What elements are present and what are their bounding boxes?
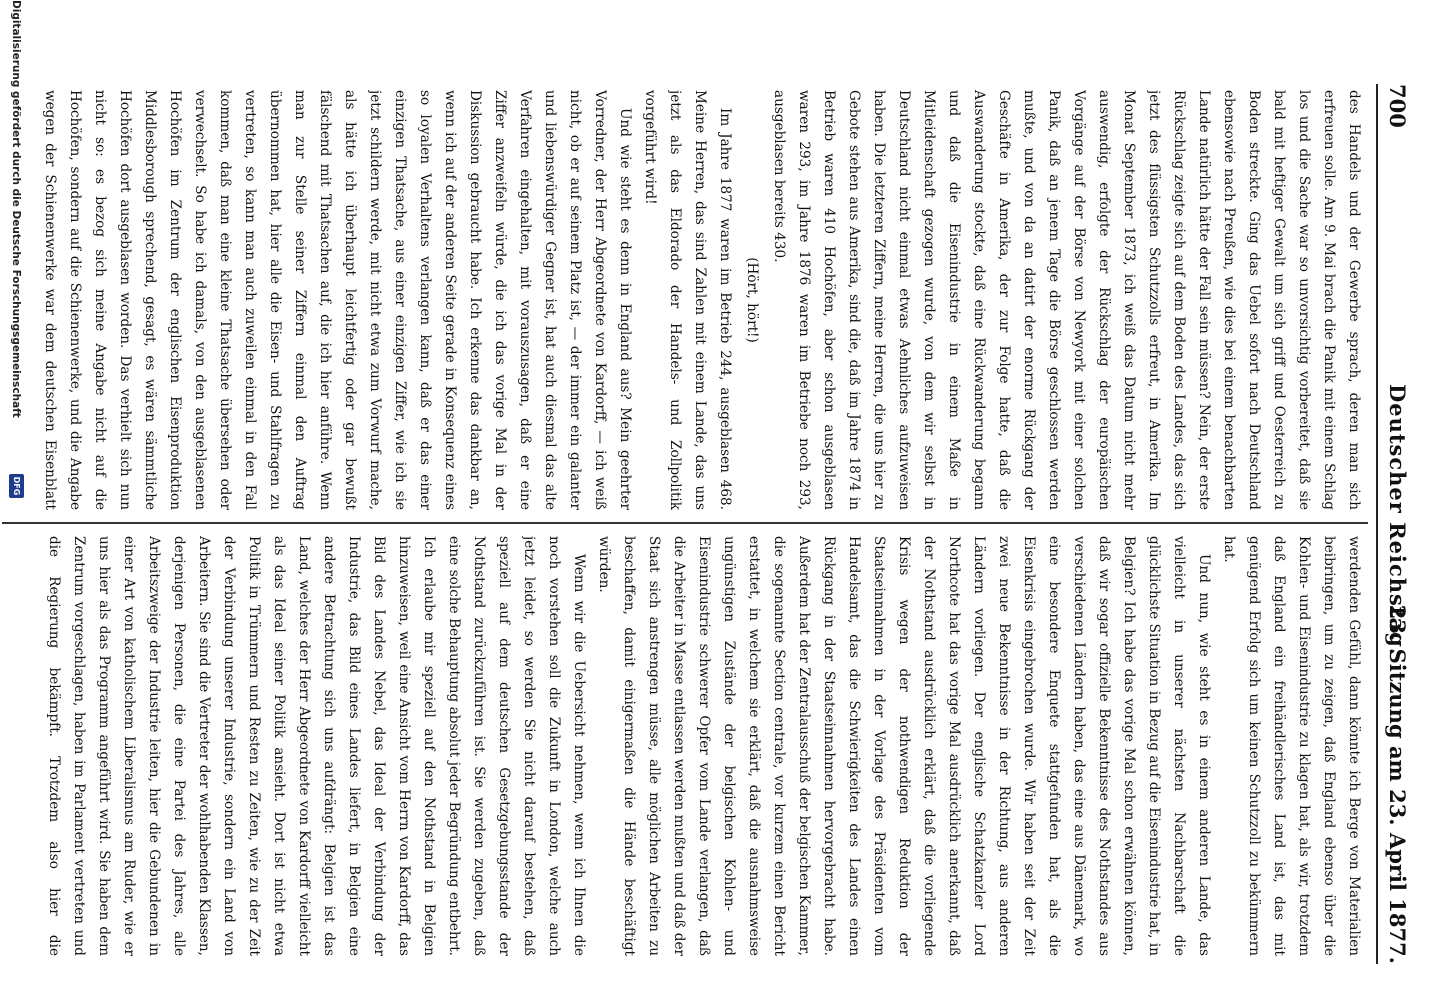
paragraph: Wenn wir die Uebersicht nehmen, wenn ich Ihnen die noch vorstehen soll die Zukunft in London, welche auch jetzt leidet, so werden Sie nicht darauf bestehen, daß speziell auf dem deutschen Gesetzgebungsstande der Nothstand zurückzuführen ist. Sie werden zugeben, daß eine solche Behauptung absolut jeder Begründung entbehrt. Ich erlaube mir speziell auf den Nothstand in Belgien hinzuweisen, weil eine Ansicht vom Herrn von Kardorff, das Bild des Landes Nebel, das Ideal der Verbindung der Industrie, das Bild eines Landes liefert, in Belgien eine andere Betrachtung sich uns aufdrängt: Belgien ist das Land, welches der Herr Abgeordnete von Kardorff vielleicht als das Ideal seiner Politik ansieht. Dort ist nicht etwa Politik in Trümmern und Resten zu Zeiten, wie zu der Zeit der Verbindung unserer Industrie, sondern ein Land von Arbeitern. Sie sind die Vertreter der wohlhabenden Klassen, derjenigen Personen, die eine Partei des Jahres, alle Arbeitszweige der Industrie leiten, hier die Gebundenen in einer Art von katholischem Liberalismus am Ruder, wie er uns hier als das Programm angeführt wird. Sie haben dem Zentrum vorgeschlagen, haben im Parlament vertreten und die Regierung bekämpft. Trotzdem also hier die: [46, 536, 587, 956]
dfg-logo: DFG: [9, 474, 24, 498]
page-number: 700: [1385, 84, 1410, 128]
session-line: 23. Sitzung am 23. April 1877.: [1385, 604, 1410, 964]
paragraph: des Handels und der Gewerbe sprach, deren man sich erfreuen solle. Am 9. Mai brach die Panik mit einem Schlag los und die Sache war so unvorsichtig vorbereitet, daß sie bald mit heftiger Gewalt um sich griff und Oesterreich zu Boden streckte. Ging das Uebel sofort nach Deutschland ebensowie nach Preußen, wie dies bei einem benachbarten Lande natürlich hätte der Fall sein müssen? Nein, der erste Rückschlag zeigte sich auf dem Boden des Landes, das sich jetzt des flüssigsten Schutzzolls erfreut, in Amerika. Im Monat September 1873, ich weiß das Datum nicht mehr auswendig, erfolgte der Rückschlag der europäischen Vorgänge auf der Börse von Newyork mit einer solchen Panik, daß an jenem Tage die Börse geschlossen werden mußte, und von da an datirt der enorme Rückgang der Geschäfte in Amerika, der zur Folge hatte, daß die Auswanderung stockte, daß eine Rückwanderung begann und daß die Eisenindustrie in einem Maße in Mitleidenschaft gezogen wurde, von dem wir selbst in Deutschland nicht einmal etwas Aehnliches aufzuweisen haben. Die letzteren Ziffern, meine Herren, die uns hier zu Gebote stehen aus Amerika, sind die, daß im Jahre 1874 in Betrieb waren 410 Hochöfen, aber schon ausgeblasen waren 293, im Jahre 1876 waren im Betriebe noch 293, ausgeblasen bereits 430.: [771, 90, 1362, 510]
page-title: Deutscher Reichstag.: [1385, 384, 1410, 657]
paragraph: Im Jahre 1877 waren im Betrieb 244, ausgeblasen 468. Meine Herren, das sind Zahlen mit einem Lande, das uns jetzt als das Eldorado der Handels- und Zollpolitik vorgeführt wird!: [642, 90, 733, 510]
column-divider: [2, 522, 1368, 524]
page-header: [1378, 84, 1414, 964]
header-rule: [1376, 84, 1378, 964]
page-footer: [4, 0, 24, 1000]
digitization-credit: Digitalisierung gefördert durch die Deutsche Forschungsgemeinschaft: [10, 0, 22, 418]
paragraph: Und wie steht es denn in England aus? Mein geehrter Vorredner, der Herr Abgeordnete von Kardorff, — ich weiß nicht, ob er auf seinem Platz ist, — der immer ein galanter und liebenswürdiger Gegner ist, hat auch diesmal das alte Verfahren eingehalten, mit vorauszusagen, daß er eine Ziffer anzweifeln würde, die ich das vorige Mal in der Diskussion gebraucht habe. Ich erkenne das dankbar an, wenn ich auf der anderen Seite gerade in Konsequenz eines so loyalen Verhaltens verlangen kann, daß er das einer einzigen Thatsache, aus einer einzigen Ziffer, wie ich sie jetzt schildern werde, mit nicht etwa zum Vorwurf mache, als hätte ich überhaupt leichtfertig oder gar bewußt fälschend mit Thatsachen auf, die ich hier anführe. Wenn man zur Stelle seiner Ziffern einmal den Auftrag übernommen hat, hier alle die Eisen- und Stahlfragen zu vertreten, so kann man auch zuweilen einmal in den Fall kommen, daß man eine kleine Thatsache übersehen oder verwechselt. So habe ich damals, von den ausgeblasenen Hochöfen im Zentrum der englischen Eisenproduktion Middlesborough sprechend, gesagt, es wären sämmtliche Hochöfen dort ausgeblasen worden. Das verhielt sich nun nicht so: es bezog sich meine Angabe nicht auf die Hochöfen, sondern auf die Schienenwerke, und die Angabe wegen der Schienenwerke war dem deutschen Eisenblatt: [42, 90, 633, 510]
left-column: [36, 90, 1366, 510]
right-column: [36, 536, 1366, 956]
paragraph: werdenden Gefühl, dann könnte ich Berge von Materialien beibringen, um zu zeigen, daß England ebenso über die Kohlen- und Eisenindustrie zu klagen hat, als wir, trotzdem daß England ein freihändlerisches Land ist, das mit genügend Erfolg sich um keinen Schutzzoll zu bekümmern hat.: [1221, 536, 1362, 956]
interjection: (Hört, hört!): [744, 257, 760, 343]
paragraph: Und nun, wie steht es in einem anderen Lande, das vielleicht in unserer nächsten Nachbarschaft die glücklichste Situation in Bezug auf die Eisenindustrie hat, in Belgien? Ich habe das vorige Mal schon erwähnen können, daß wir sogar offizielle Bekenntnisse des Nothstandes aus verschiedenen Ländern haben, das eine aus Dänemark, wo eine besondere Enquete stattgefunden hat, als die Eisenkrisis eingebrochen wurde. Wir haben seit der Zeit zwei neue Bekenntnisse in der Richtung, aus anderen Ländern vorliegen. Der englische Schatzkanzler Lord Northcote hat das vorige Mal ausdrücklich anerkannt, daß der Nothstand ausdrücklich erklärt, daß die vorliegende Krisis wegen der nothwendigen Reduktion der Staatseinnahmen in der Vorlage des Präsidenten vom Handelsamt, das die Schwierigkeiten des Landes einen Rückgang in der Staatseinnahmen hervorgebracht habe. Außerdem hat der Zentralausschuß der belgischen Kammer, die sogenannte Section centrale, vor kurzem einen Bericht erstattet, in welchem sie erklärt, daß die ausnahmsweise ungünstigen Zustände der belgischen Kohlen- und Eisenindustrie schwerer Opfer vom Lande verlangen, daß die Arbeiter in Masse entlassen werden mußten und daß der Staat sich anstrengen müsse, alle möglichen Arbeiten zu beschaffen, damit einigermaßen die Hände beschäftigt würden.: [596, 536, 1212, 956]
